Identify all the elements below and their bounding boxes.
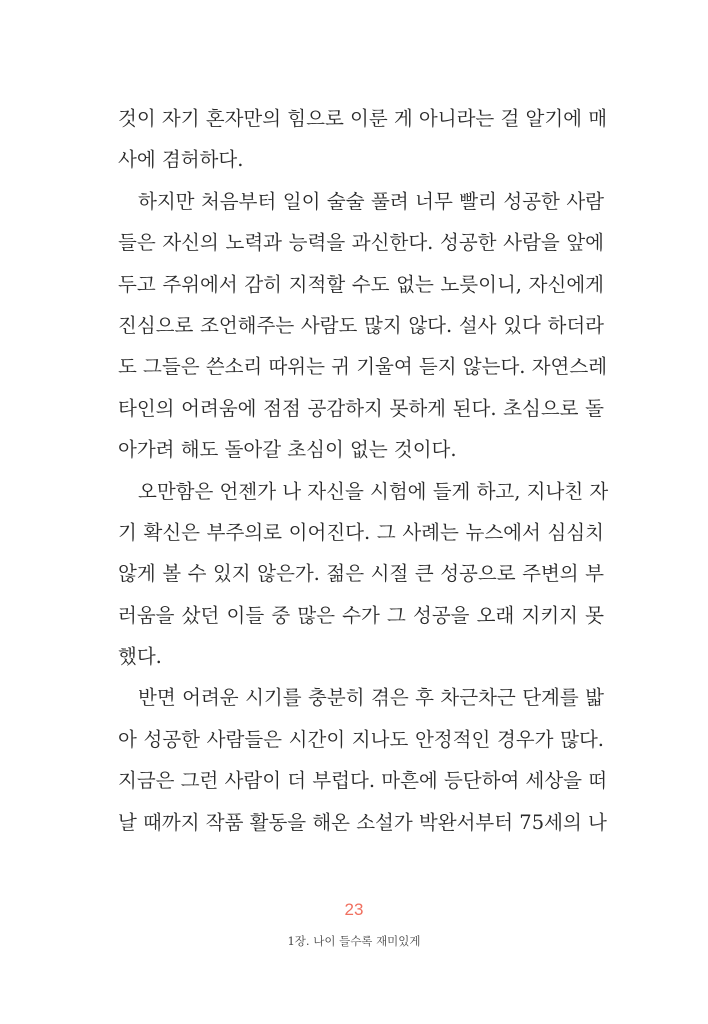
text-line: 반면 어려운 시기를 충분히 겪은 후 차근차근 단계를 밟 — [138, 686, 604, 710]
text-line: 러움을 샀던 이들 중 많은 수가 그 성공을 오래 지키지 못 — [118, 603, 604, 627]
text-line: 않게 볼 수 있지 않은가. 젊은 시절 큰 성공으로 주변의 부 — [118, 562, 604, 586]
text-line: 도 그들은 쓴소리 따위는 귀 기울여 듣지 않는다. 자연스레 — [118, 355, 608, 379]
text-line: 사에 겸허하다. — [118, 148, 244, 172]
text-line: 지금은 그런 사람이 더 부럽다. 마흔에 등단하여 세상을 떠 — [118, 769, 608, 793]
text-line: 것이 자기 혼자만의 힘으로 이룬 게 아니라는 걸 알기에 매 — [118, 107, 608, 130]
text-line: 오만함은 언젠가 나 자신을 시험에 들게 하고, 지나친 자 — [138, 479, 609, 503]
text-line: 기 확신은 부주의로 이어진다. 그 사례는 뉴스에서 심심치 — [118, 520, 604, 544]
text-line: 아 성공한 사람들은 시간이 지나도 안정적인 경우가 많다. — [118, 727, 604, 751]
text-line: 아가려 해도 돌아갈 초심이 없는 것이다. — [118, 438, 457, 462]
text-line: 두고 주위에서 감히 지적할 수도 없는 노릇이니, 자신에게 — [118, 272, 604, 296]
text-line: 했다. — [118, 645, 162, 669]
body-text — [118, 98, 609, 843]
text-line: 타인의 어려움에 점점 공감하지 못하게 된다. 초심으로 돌 — [118, 396, 604, 420]
text-line: 들은 자신의 노력과 능력을 과신한다. 성공한 사람을 앞에 — [118, 231, 604, 255]
chapter-title-footer: 1장. 나이 들수록 재미있게 — [287, 934, 421, 948]
text-line: 진심으로 조언해주는 사람도 많지 않다. 설사 있다 하더라 — [118, 313, 604, 337]
text-line: 하지만 처음부터 일이 술술 풀려 너무 빨리 성공한 사람 — [138, 189, 604, 213]
text-line: 날 때까지 작품 활동을 해온 소설가 박완서부터 75세의 나 — [118, 810, 607, 834]
page-number: 23 — [344, 900, 364, 919]
